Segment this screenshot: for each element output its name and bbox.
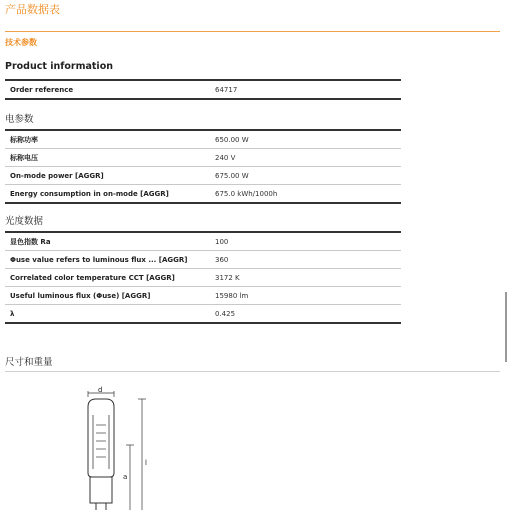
product-information-table (5, 79, 401, 100)
row-value: 0.425 (215, 309, 236, 318)
row-label: Order reference (10, 85, 74, 94)
section-divider (5, 371, 500, 372)
dimension-label-a: a (123, 473, 128, 481)
dimension-label-l: l (145, 459, 147, 467)
row-label: Useful luminous flux (Φuse) [AGGR] (10, 291, 151, 300)
table-row (5, 305, 401, 324)
row-value: 675.00 W (215, 171, 249, 180)
product-information-heading: Product information (5, 61, 113, 72)
row-value: 3172 K (215, 273, 240, 282)
row-value: 675.0 kWh/1000h (215, 189, 278, 198)
row-label: λ (10, 309, 15, 318)
row-value: 15980 lm (215, 291, 249, 300)
row-label: Correlated color temperature CCT [AGGR] (10, 273, 175, 282)
section-subtitle: 技术参数 (5, 38, 37, 47)
table-row (5, 185, 401, 204)
row-label: Φuse value refers to luminous flux ... [AGGR] (10, 255, 188, 264)
electrical-heading: 电参数 (5, 114, 34, 125)
lamp-dimension-drawing (60, 385, 170, 510)
title-rule (5, 31, 500, 32)
table-row (5, 251, 401, 269)
dimension-label-d: d (98, 386, 103, 394)
table-row (5, 269, 401, 287)
electrical-table (5, 129, 401, 204)
table-row (5, 129, 401, 149)
dimensions-heading: 尺寸和重量 (5, 357, 53, 368)
table-row (5, 231, 401, 251)
photometrical-heading: 光度数据 (5, 216, 44, 227)
row-label: On-mode power [AGGR] (10, 171, 104, 180)
row-label: 标称电压 (10, 153, 38, 162)
photometrical-table (5, 231, 401, 324)
page-title: 产品数据表 (5, 3, 60, 16)
table-row (5, 79, 401, 100)
row-value: 650.00 W (215, 135, 249, 144)
lamp-bulb (88, 399, 114, 510)
row-value: 64717 (215, 85, 238, 94)
table-row (5, 167, 401, 185)
page-edge-mark (505, 292, 507, 362)
table-row (5, 149, 401, 167)
dimension-lines (88, 391, 146, 510)
row-label: 标称功率 (10, 135, 38, 144)
row-label: Energy consumption in on-mode [AGGR] (10, 189, 169, 198)
row-value: 100 (215, 237, 229, 246)
row-value: 360 (215, 255, 229, 264)
row-value: 240 V (215, 153, 236, 162)
row-label: 显色指数 Ra (10, 237, 51, 246)
table-row (5, 287, 401, 305)
